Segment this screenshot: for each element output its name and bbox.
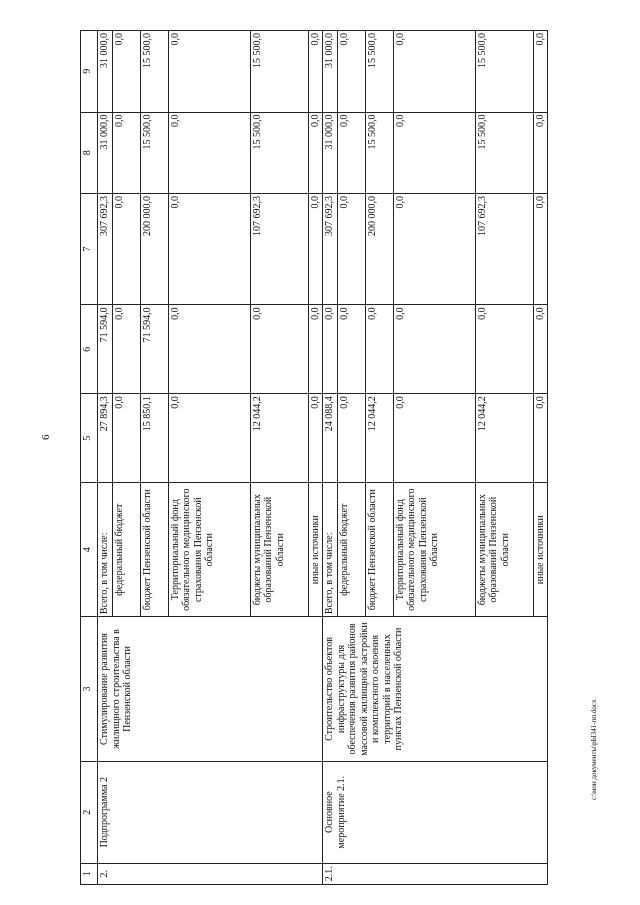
value-cell: 0,0 [112,193,140,304]
value-cell: 0,0 [308,112,323,193]
value-cell: 0,0 [337,394,365,483]
value-cell: 71 594,0 [98,305,113,394]
row-number: 2.1. [323,863,548,884]
value-cell: 107 692,3 [475,193,533,304]
value-cell: 0,0 [337,31,365,113]
value-cell: 0,0 [112,305,140,394]
header-col-7: 7 [81,193,98,304]
value-cell: 107 692,3 [250,193,308,304]
funding-source: федеральный бюджет [112,483,140,617]
value-cell: 15 500,0 [250,31,308,113]
footer-file-path: c:\мои документы\рЫ341-пп.docx [590,699,598,800]
header-col-6: 6 [81,305,98,394]
value-cell: 12 044,2 [475,394,533,483]
value-cell: 0,0 [112,394,140,483]
value-cell: 0,0 [337,193,365,304]
value-cell: 15 500,0 [365,112,393,193]
funding-source: иные источники [308,483,323,617]
value-cell: 71 594,0 [140,305,168,394]
value-cell: 0,0 [308,31,323,113]
header-col-3: 3 [81,617,98,762]
funding-source: Всего, в том числе: [98,483,113,617]
table-row [323,31,338,885]
value-cell: 307 692,3 [98,193,113,304]
value-cell: 0,0 [168,31,250,113]
value-cell: 27 894,3 [98,394,113,483]
funding-source: бюджеты муниципальных образований Пензенской области [250,483,308,617]
funding-source: Территориальный фонд обязательного медицинского страхования Пензенской области [168,483,250,617]
value-cell: 0,0 [112,112,140,193]
budget-table [80,30,548,885]
value-cell: 0,0 [393,394,475,483]
value-cell: 0,0 [308,305,323,394]
value-cell: 15 500,0 [475,112,533,193]
funding-source: Всего, в том числе: [323,483,338,617]
funding-source: иные источники [533,483,548,617]
value-cell: 307 692,3 [323,193,338,304]
value-cell: 31 000,0 [98,31,113,113]
value-cell: 0,0 [533,112,548,193]
item-description: Строительство объектов инфраструктуры для обеспечения развития районов массовой жилищной застройки и комплексного освоения территорий в населенных пунктах Пензенской области [323,617,548,762]
item-name: Подпрограмма 2 [98,761,323,863]
value-cell: 15 500,0 [365,31,393,113]
header-row [81,31,98,885]
item-description: Стимулирование развития жилищного строительства в Пензенской области [98,617,323,762]
value-cell: 0,0 [112,31,140,113]
value-cell: 0,0 [308,193,323,304]
funding-source: бюджет Пензенской области [365,483,393,617]
row-number: 2. [98,863,323,884]
value-cell: 12 044,2 [365,394,393,483]
value-cell: 15 850,1 [140,394,168,483]
value-cell: 15 500,0 [475,31,533,113]
value-cell: 0,0 [168,305,250,394]
value-cell: 31 000,0 [323,31,338,113]
funding-source: федеральный бюджет [337,483,365,617]
value-cell: 0,0 [533,31,548,113]
value-cell: 31 000,0 [323,112,338,193]
value-cell: 0,0 [393,31,475,113]
value-cell: 15 500,0 [140,112,168,193]
value-cell: 0,0 [323,305,338,394]
header-col-8: 8 [81,112,98,193]
value-cell: 0,0 [533,193,548,304]
value-cell: 0,0 [168,193,250,304]
table-row [98,31,113,885]
value-cell: 0,0 [533,305,548,394]
header-col-2: 2 [81,761,98,863]
rotated-table-container [80,30,580,885]
value-cell: 0,0 [168,394,250,483]
value-cell: 15 500,0 [140,31,168,113]
item-name: Основное мероприятие 2.1. [323,761,548,863]
funding-source: бюджет Пензенской области [140,483,168,617]
value-cell: 200 000,0 [365,193,393,304]
header-col-1: 1 [81,863,98,884]
value-cell: 0,0 [365,305,393,394]
value-cell: 0,0 [308,394,323,483]
value-cell: 0,0 [393,193,475,304]
value-cell: 0,0 [168,112,250,193]
value-cell: 31 000,0 [98,112,113,193]
value-cell: 0,0 [337,112,365,193]
value-cell: 12 044,2 [250,394,308,483]
header-col-5: 5 [81,394,98,483]
value-cell: 200 000,0 [140,193,168,304]
header-col-4: 4 [81,483,98,617]
value-cell: 0,0 [393,305,475,394]
value-cell: 0,0 [250,305,308,394]
value-cell: 0,0 [337,305,365,394]
value-cell: 24 088,4 [323,394,338,483]
header-col-9: 9 [81,31,98,113]
value-cell: 0,0 [533,394,548,483]
funding-source: бюджеты муниципальных образований Пензенской области [475,483,533,617]
funding-source: Территориальный фонд обязательного медицинского страхования Пензенской области [393,483,475,617]
value-cell: 0,0 [475,305,533,394]
page-number: 6 [40,434,52,440]
value-cell: 15 500,0 [250,112,308,193]
value-cell: 0,0 [393,112,475,193]
